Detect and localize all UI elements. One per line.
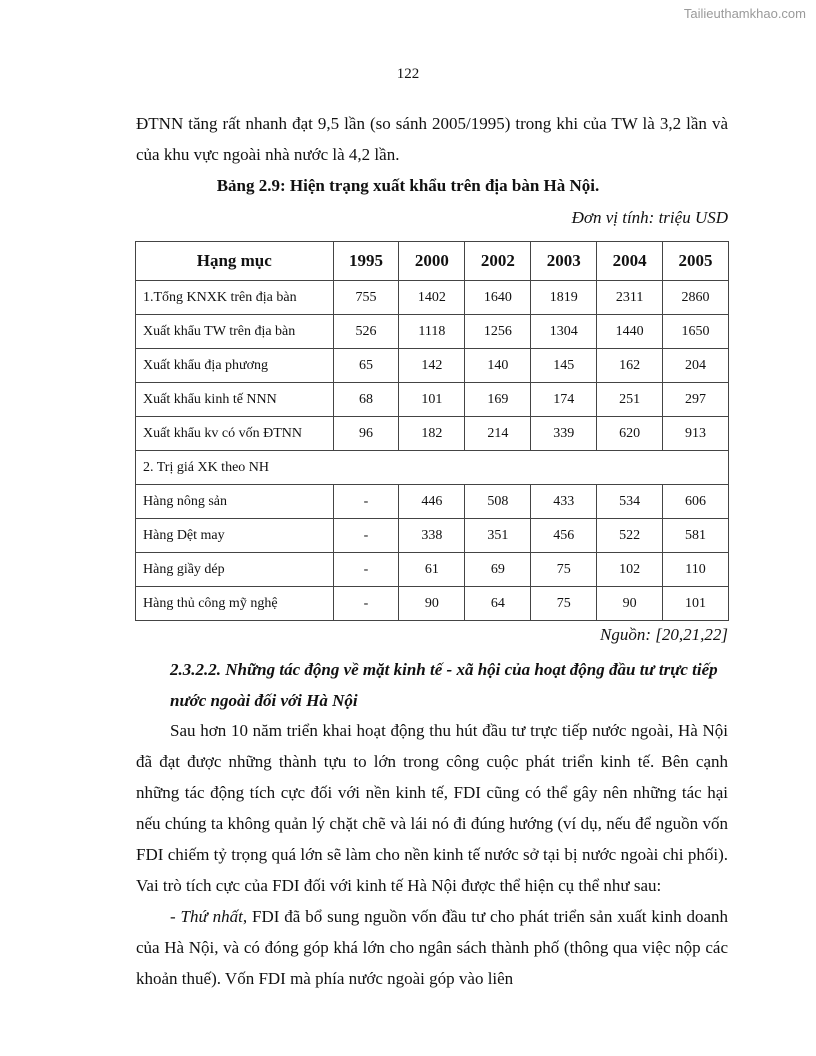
row-label: Xuất khẩu TW trên địa bàn <box>136 315 334 349</box>
table-cell: 169 <box>465 383 531 417</box>
table-cell: 1640 <box>465 281 531 315</box>
table-cell: 174 <box>531 383 597 417</box>
table-row <box>136 553 729 587</box>
table-cell: 297 <box>663 383 729 417</box>
paragraph-text: , FDI đã bổ sung nguồn vốn đầu tư cho phát triển sản xuất kinh doanh của Hà Nội, và có đóng góp khá lớn cho ngân sách thành phố (thông qua việc nộp các khoản thuế). Vốn FDI mà phía nước ngoài góp vào liên <box>136 907 728 988</box>
table-row <box>136 315 729 349</box>
table-row <box>136 519 729 553</box>
table-cell: 1440 <box>597 315 663 349</box>
page-number: 122 <box>396 66 420 82</box>
table-cell: 620 <box>597 417 663 451</box>
table-cell: 755 <box>333 281 399 315</box>
table-cell: 145 <box>531 349 597 383</box>
intro-paragraph: ĐTNN tăng rất nhanh đạt 9,5 lần (so sánh 2005/1995) trong khi của TW là 3,2 lần và của khu vực ngoài nhà nước là 4,2 lần. <box>136 114 728 164</box>
table-cell: 65 <box>333 349 399 383</box>
table-cell: 522 <box>597 519 663 553</box>
section-heading: 2.3.2.2. Những tác động về mặt kinh tế - xã hội của hoạt động đầu tư trực tiếp nước ngoài đối với Hà Nội <box>170 660 718 710</box>
row-label: Hàng nông sản <box>136 485 334 519</box>
paragraph <box>136 901 728 994</box>
table-cell: 606 <box>663 485 729 519</box>
table-cell: 90 <box>597 587 663 621</box>
table-cell: 1402 <box>399 281 465 315</box>
column-header-2003: 2003 <box>531 242 597 281</box>
table-cell: 61 <box>399 553 465 587</box>
table-cell: 101 <box>399 383 465 417</box>
column-header-1995: 1995 <box>333 242 399 281</box>
table-cell: 251 <box>597 383 663 417</box>
table-cell: 339 <box>531 417 597 451</box>
table-cell: 90 <box>399 587 465 621</box>
watermark: Tailieuthamkhao.com <box>683 6 806 21</box>
row-label: 1.Tổng KNXK trên địa bàn <box>136 281 334 315</box>
row-label: Xuất khẩu kv có vốn ĐTNN <box>136 417 334 451</box>
table-row <box>136 587 729 621</box>
column-header-2002: 2002 <box>465 242 531 281</box>
row-label: Hàng Dệt may <box>136 519 334 553</box>
table-cell: 142 <box>399 349 465 383</box>
table-cell: 1118 <box>399 315 465 349</box>
table-cell: 913 <box>663 417 729 451</box>
row-label: Xuất khẩu kinh tế NNN <box>136 383 334 417</box>
table-cell: - <box>333 553 399 587</box>
column-header-category: Hạng mục <box>136 242 334 281</box>
column-header-2004: 2004 <box>597 242 663 281</box>
table-cell: 2860 <box>663 281 729 315</box>
table-row <box>136 417 729 451</box>
paragraph-text: Sau hơn 10 năm triển khai hoạt động thu hút đầu tư trực tiếp nước ngoài, Hà Nội đã đạt được những thành tựu to lớn trong công cuộc phát triển kinh tế. Bên cạnh những tác động tích cực đối với nền kinh tế, FDI cũng có thể gây nên những tác hại nếu chúng ta không quản lý chặt chẽ và lái nó đi đúng hướng (ví dụ, nếu để nguồn vốn FDI chiếm tỷ trọng quá lớn sẽ làm cho nền kinh tế nước sở tại bị nước ngoài chi phối). Vai trò tích cực của FDI đối với kinh tế Hà Nội được thể hiện cụ thể như sau: <box>136 721 728 895</box>
table-source: Nguồn: [20,21,22] <box>600 625 728 644</box>
table-cell: 68 <box>333 383 399 417</box>
table-row <box>136 383 729 417</box>
table-cell: 508 <box>465 485 531 519</box>
table-cell: 1650 <box>663 315 729 349</box>
export-table <box>135 241 729 621</box>
table-cell: 2311 <box>597 281 663 315</box>
table-cell: - <box>333 587 399 621</box>
table-cell: 110 <box>663 553 729 587</box>
emphasis-text: Thứ nhất <box>180 907 243 926</box>
table-section-row <box>136 451 729 485</box>
table-cell: 534 <box>597 485 663 519</box>
table-cell: 1256 <box>465 315 531 349</box>
column-header-2005: 2005 <box>663 242 729 281</box>
table-cell: 69 <box>465 553 531 587</box>
paragraph <box>136 715 728 901</box>
table-cell: 64 <box>465 587 531 621</box>
table-cell: 140 <box>465 349 531 383</box>
column-header-2000: 2000 <box>399 242 465 281</box>
row-label: Hàng giầy dép <box>136 553 334 587</box>
table-header-row <box>136 242 729 281</box>
table-cell: 1304 <box>531 315 597 349</box>
table-cell: 96 <box>333 417 399 451</box>
table-cell: - <box>333 519 399 553</box>
table-cell: 162 <box>597 349 663 383</box>
table-cell: 102 <box>597 553 663 587</box>
body-text <box>136 715 728 994</box>
table-unit: Đơn vị tính: triệu USD <box>571 208 728 227</box>
table-row <box>136 281 729 315</box>
row-label: Xuất khẩu địa phương <box>136 349 334 383</box>
table-cell: 433 <box>531 485 597 519</box>
table-cell: 214 <box>465 417 531 451</box>
table-cell: 581 <box>663 519 729 553</box>
table-cell: - <box>333 485 399 519</box>
table-row <box>136 485 729 519</box>
table-cell: 101 <box>663 587 729 621</box>
table-cell: 75 <box>531 587 597 621</box>
section-label: 2. Trị giá XK theo NH <box>136 451 729 485</box>
table-cell: 182 <box>399 417 465 451</box>
table-cell: 456 <box>531 519 597 553</box>
table-title: Bảng 2.9: Hiện trạng xuất khẩu trên địa bàn Hà Nội. <box>216 176 600 195</box>
table-cell: 338 <box>399 519 465 553</box>
table-row <box>136 349 729 383</box>
table-cell: 75 <box>531 553 597 587</box>
table-cell: 526 <box>333 315 399 349</box>
table-cell: 204 <box>663 349 729 383</box>
bullet-prefix: - <box>170 907 181 926</box>
row-label: Hàng thủ công mỹ nghệ <box>136 587 334 621</box>
table-cell: 351 <box>465 519 531 553</box>
table-cell: 446 <box>399 485 465 519</box>
table-cell: 1819 <box>531 281 597 315</box>
